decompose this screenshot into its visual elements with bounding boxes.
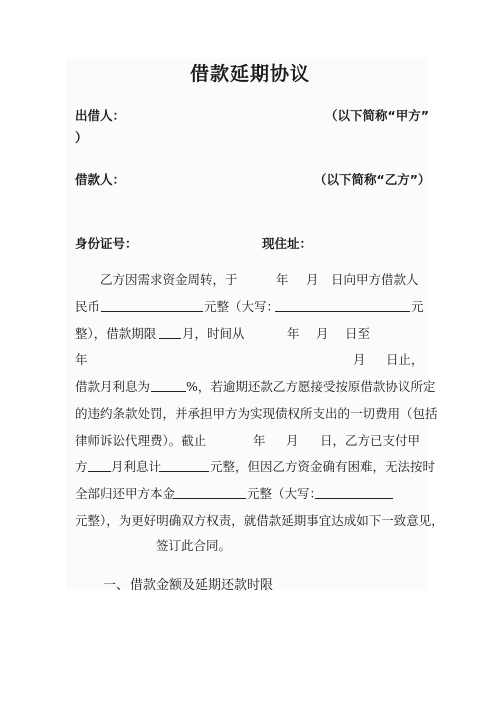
body-line-3-text: 整），借款期限 (75, 326, 157, 341)
body-line-1-month: 月 (306, 272, 319, 287)
document-title: 借款延期协议 (189, 63, 310, 85)
blank-principal-line (174, 498, 246, 499)
blank-amount-line (101, 311, 203, 312)
body-line-7-text: 律师诉讼代理费）。截止 (75, 433, 207, 448)
body-line-3-day: 日至 (345, 326, 371, 341)
blank-interest-line (151, 391, 186, 392)
body-line-10-text: 元整），为更好明确双方权责，就借款延期事宜达成如下一致意见， (75, 513, 444, 528)
blank-months-paid-line (88, 471, 111, 472)
body-line-8-mid: 月利息计 (111, 459, 162, 474)
body-line-1-year: 年 (276, 272, 289, 287)
id-number-label: 身份证号： (75, 236, 138, 251)
blank-term-line (159, 338, 181, 339)
body-line-9-mid: 元整（大写： (247, 486, 323, 501)
borrower-alias: （以下简称“乙方”） (314, 172, 431, 187)
body-line-9-text: 全部归还甲方本金 (75, 486, 176, 501)
body-line-5-text: 借款月利息为 (75, 379, 151, 394)
body-line-4-day: 日止， (386, 352, 424, 367)
body-line-2-mid: 元整（大写： (204, 299, 280, 314)
body-line-2-end: 元 (411, 299, 424, 314)
body-line-6-text: 的违约条款处罚，并承担甲方为实现债权所支出的一切费用（包括 (75, 406, 438, 421)
body-line-3-month: 月 (316, 326, 329, 341)
body-line-1-rest: 日向甲方借款人 (331, 272, 419, 287)
lender-label: 出借人： (75, 108, 126, 123)
body-line-4-month: 月 (353, 352, 366, 367)
body-line-7-month: 月 (286, 433, 299, 448)
body-line-7-rest: 日，乙方已支付甲 (320, 433, 421, 448)
body-line-7-year: 年 (253, 433, 266, 448)
lender-alias-close: ） (75, 130, 88, 145)
section-1-heading: 借款金额及延期还款时限 (130, 578, 274, 593)
blank-principal-words-line (315, 498, 393, 499)
body-line-8-rest: 元整，但因乙方资金确有困难，无法按时 (210, 459, 436, 474)
body-line-11-text: 签订此合同。 (156, 538, 232, 553)
body-line-2-text: 民币 (75, 299, 101, 314)
body-line-5-rest: %，若逾期还款乙方愿接受按原借款协议所定 (186, 379, 436, 394)
body-line-4-year: 年 (75, 352, 88, 367)
lender-alias: （以下简称“甲方” (325, 108, 429, 123)
body-line-3-mid: 月，时间从 (182, 326, 245, 341)
address-label: 现住址： (262, 236, 313, 251)
blank-interest-paid-line (159, 471, 209, 472)
borrower-label: 借款人： (75, 172, 126, 187)
body-line-3-year: 年 (287, 326, 300, 341)
blank-amount-words-line (275, 311, 410, 312)
body-line-8-text: 方 (75, 459, 88, 474)
section-1-number: 一、 (103, 578, 130, 593)
body-line-1-text: 乙方因需求资金周转，于 (100, 272, 238, 287)
